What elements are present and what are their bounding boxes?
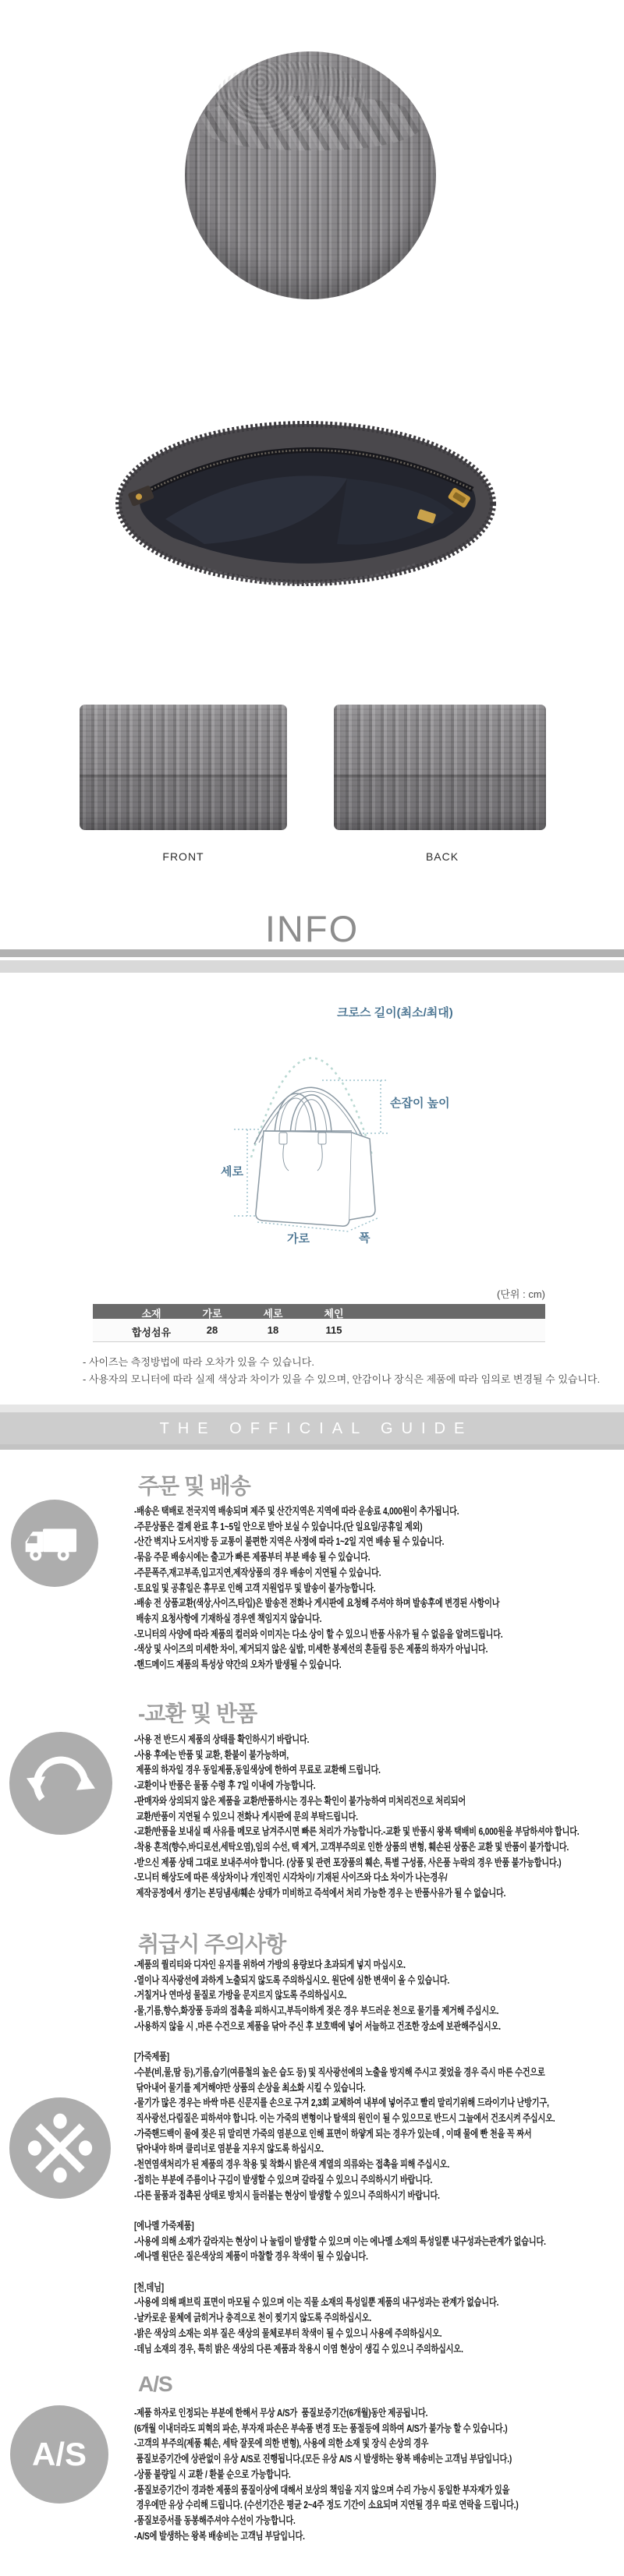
text-line: 품질보증기간에 상관없이 유상 A/S로 진행됩니다.(모든 유상 A/S 시 발생하는 왕복 배송비는 고객님 부담입니다.) [134,2453,512,2465]
section-heading-shipping: 주문 및 배송 [138,1474,250,1498]
size-val-height: 18 [267,1324,279,1336]
front-photo-label: FRONT [162,850,204,863]
text-line: -산간 벽지나 도서지방 등 교통이 불편한 지역은 사정에 따라 1~2일 지연 배송 될 수 있습니다. [134,1535,445,1548]
section-heading-exchange: -교환 및 반품 [138,1701,257,1726]
text-line: -교환/반품을 보내실 때 사유를 메모로 남겨주시면 빠른 처리가 가능합니다.-교환 및 반품시 왕복 택배비 6,000원을 부담하셔야 합니다. [134,1825,580,1838]
text-line [134,2034,555,2050]
text-line: -토요일 및 공휴일은 휴무로 인해 고객 지원업무 및 발송이 불가능합니다. [134,1581,376,1594]
text-line: -열이나 직사광선에 과하게 노출되지 않도록 주의하십시오. 원단에 심한 변색이 올 수 있습니다. [134,1974,450,1986]
banner-bottom-strip [0,1444,624,1450]
text-line: -주문폭주,재고부족,입고지연,제작상품의 경우 배송이 지연될 수 있습니다. [134,1566,381,1578]
text-line: -모니터의 사양에 따라 제품의 컬러와 이미지는 다소 상이 할 수 있으니 반품 사유가 될 수 없음을 알려드립니다. [134,1627,503,1640]
info-section-title: INFO [264,908,360,949]
section-heading-care: 취급시 주의사항 [138,1932,286,1956]
text-line: -사용 후에는 반품 및 교환, 환불이 불가능하며, [134,1748,289,1761]
size-col-height: 세로 [263,1308,283,1320]
diagram-label-depth: 폭 [359,1231,370,1245]
size-val-chain: 115 [325,1324,342,1336]
text-line: -천연염색처리가 된 제품의 경우 착용 및 착화시 밝은색 계열의 의류와는 접촉을 피해 주십시오. [134,2158,450,2171]
text-line: -핸드메이드 제품의 특성상 약간의 오차가 발생될 수 있습니다. [134,1659,342,1671]
text-line: -받으신 제품 상태 그대로 보내주셔야 합니다. (상품 및 관련 포장품의 훼손, 특별 구성품, 사은품 누락의 경우 반품 불가능합니다.) [134,1856,562,1868]
text-line: (6개월 이내더라도 피혁의 파손, 부자재 파손은 부속품 변경 또는 품절등에 의하여 A/S가 불가능 할 수 있습니다.) [134,2422,508,2434]
back-photo-label: BACK [425,850,459,863]
text-line: -모니터 해상도에 따른 색상차이나 개인적인 시각차이/ 기재된 사이즈와 다소 차이가 나는경우/ [134,1871,448,1884]
as-icon-circle [10,2405,108,2504]
text-line: -주문상품은 결제 완료 후 1~5일 안으로 받아 보실 수 있습니다.(단 일요일/공휴일 제외) [134,1520,423,1532]
text-line: -배송은 택배로 전국지역 배송되며 제주 및 산간지역은 지역에 따라 운송료 4,000원이 추가됩니다. [134,1505,459,1517]
care-symbol-icon [9,2097,111,2199]
text-line: -상품 불량일 시 교환 / 환불 순으로 가능합니다. [134,2468,291,2480]
refresh-icon [9,1732,112,1835]
text-line: [가죽제품] [134,2051,170,2063]
text-line: 닦아내야 하며 클리너로 염분을 지우지 않도록 하십시오. [134,2143,324,2155]
text-line [134,2203,555,2218]
text-line: 닦아내어 물기를 제거해야만 상품의 손상을 최소화 시킬 수 있습니다. [134,2081,366,2094]
text-line: -물,기름,향수,화장품 등과의 접촉을 피하시고,부득이하게 젖은 경우 부드러운 천으로 물기를 제거해 주십시오. [134,2005,499,2017]
text-line: -고객의 부주의(제품 훼손, 세탁 잘못에 의한 변형), 사용에 의한 소재 및 장식 손상의 경우 [134,2437,429,2450]
text-line: -날카로운 물체에 긁히거나 충격으로 천이 찢기지 않도록 주의하십시오. [134,2312,372,2324]
text-line: -다른 물품과 접촉된 상태로 방치시 들러붙는 현상이 발생할 수 있으니 주의하시기 바랍니다. [134,2189,440,2201]
text-line: 경우에만 유상 수리해 드립니다. (수선기간은 평균 2~4주 정도 기간이 소요되며 지연될 경우 따로 연락을 드립니다.) [134,2499,519,2511]
text-line: 제작공정에서 생기는 본딩냄새/훼손 상태가 미비하고 즉석에서 처리 가능한 경우 는 반품사유가 될 수 없습니다. [134,1887,506,1899]
as-text-block [134,2405,519,2543]
care-text-block [134,1957,555,2356]
front-view-photo [80,705,287,830]
size-unit-note: (단위 : cm) [497,1288,545,1300]
text-line: -물기가 많은 경우는 바싹 마른 신문지를 손으로 구겨 2,3회 교체하여 내부에 넣어주고 빨리 말리기위해 드라이기나 난방기구, [134,2097,549,2109]
bag-interior-photo [109,419,515,600]
section-heading-as: A/S [138,2372,172,2396]
text-line: 직사광선,다림질은 피하셔야 합니다. 이는 가죽의 변형이나 탈색의 원인이 될 수 있으므로 반드시 그늘에서 건조시켜 주십시오. [134,2112,555,2125]
text-line: -사용에 의해 소재가 갈라지는 현상이 나 눌림이 발생할 수 있으며 이는 에나멜 소재의 특성일뿐 내구성과는관계가 없습니다. [134,2235,546,2247]
text-line: -밝은 색상의 소재는 외부 질은 색상의 물체로부터 착색이 될 수 있으니 사용에 주의하십시오. [134,2327,442,2339]
text-line: -에나멜 원단은 질은색상의 제품이 마찰할 경우 착색이 될 수 있습니다. [134,2250,368,2263]
diagram-label-handle-height: 손잡이 높이 [390,1097,450,1110]
text-line: - 사용자의 모니터에 따라 실제 색상과 차이가 있을 수 있으며, 안감이나 장식은 제품에 따라 임의로 변경될 수 있습니다. [83,1373,601,1385]
text-line: -제품의 퀄리티와 디자인 유지를 위하여 가방의 용량보다 초과되게 넣지 마십시오. [134,1959,406,1970]
text-line: -A/S에 발생하는 왕복 배송비는 고객님 부담입니다. [134,2529,305,2542]
text-line: -수분(비,물,땀 등),기름,습기(여름철의 높은 습도 등) 및 직사광선에의 노출을 방지해 주시고 젖었을 경우 즉시 마른 수건으로 [134,2065,545,2078]
diagram-label-width: 가로 [287,1232,310,1246]
text-line: -배송 전 상품교환(색상,사이즈,타입)은 발송전 전화나 게시판에 요청해 주셔야 하며 발송후에 변경된 사항이나 [134,1597,500,1610]
text-line: 배송지 요청사항에 기재하실 경우엔 책임지지 않습니다. [134,1612,322,1624]
text-line: -제품 하자로 인정되는 부분에 한해서 무상 A/S가 품질보증기간(6개월)동안 제공됩니다. [134,2407,428,2419]
divider-bar-dark [0,949,624,957]
as-icon: A/S [31,2436,87,2472]
text-line: -색상 및 사이즈의 미세한 차이, 제거되지 않은 실밥, 미세한 봉제선의 흔들림 등은 제품의 하자가 아닙니다. [134,1643,488,1655]
size-col-chain: 체인 [324,1308,344,1320]
text-line: 제품의 하자일 경우 동일제품,동일색상에 한하여 무료로 교환해 드립니다. [134,1764,381,1776]
size-val-material: 합성섬유 [131,1327,172,1338]
banner-top-strip [0,1405,624,1412]
text-line: 교환/반품이 지연될 수 있으니 전화나 게시판에 문의 부탁드립니다. [134,1810,358,1822]
text-line: -사용 전 반드시 제품의 상태를 확인하시기 바랍니다. [134,1733,310,1745]
text-line [134,2264,555,2280]
shipping-text-block [134,1504,503,1673]
text-line: [천,데님] [134,2281,165,2293]
truck-icon [11,1500,98,1587]
divider-bar-light [0,960,624,973]
text-line: - 사이즈는 측정방법에 따라 오차가 있을 수 있습니다. [83,1356,314,1368]
text-line: -데님 소재의 경우, 특히 밝은 색상의 다른 제품과 착용시 이염 현상이 생길 수 있으니 주의하십시오. [134,2342,463,2355]
diagram-label-height: 세로 [221,1165,243,1178]
bag-outline [254,1087,375,1226]
size-col-material: 소재 [141,1308,161,1320]
knit-detail-photo [185,51,436,299]
text-line: -접히는 부분에 주름이나 구김이 발생할 수 있으며 갈라질 수 있으니 주의하시기 바랍니다. [134,2173,433,2186]
text-line: [에나멜 가죽제품] [134,2219,194,2231]
text-line: -판매자와 상의되지 않은 제품을 교환/반품하시는 경우는 확인이 불가능하여 미처리건으로 처리되어 [134,1794,466,1807]
size-col-width: 가로 [202,1308,222,1320]
back-view-photo [334,705,546,830]
text-line: -사용하지 않을 시 ,마른 수건으로 제품을 닦아 주신 후 보호백에 넣어 서늘하고 건조한 장소에 보관해주십시오. [134,2019,501,2032]
size-table-notes [83,1354,600,1388]
diagram-label-cross-length: 크로스 길이(최소/최대) [337,1006,453,1019]
text-line: -묶음 주문 배송시에는 출고가 빠른 제품부터 부분 배송 될 수 있습니다. [134,1551,370,1564]
official-guide-banner-title: THE OFFICIAL GUIDE [159,1420,473,1437]
text-line: -교환이나 반품은 물품 수령 후 7일 이내에 가능합니다. [134,1779,316,1792]
text-line: -착용 흔적(향수,바디로션,세탁오염),임의 수선, 택 제거, 고객부주의로 인한 상품의 변형, 훼손된 상품은 교환 및 반품이 불가합니다. [134,1840,569,1853]
text-line: -품질보증서를 동봉해주셔야 수선이 가능합니다. [134,2514,296,2526]
size-diagram [117,990,507,1247]
text-line: -사용에 의해 패브릭 표면이 마모될 수 있으며 이는 직물 소재의 특성일뿐 제품의 내구성과는 관계가 없습니다. [134,2296,499,2309]
text-line: -품질보증기간이 경과한 제품의 품질이상에 대해서 보상의 책임을 지지 않으며 수리 가능시 동일한 부자재가 있을 [134,2483,510,2496]
size-val-width: 28 [206,1324,218,1336]
text-line: -거칠거나 연마성 물질로 가방을 문지르지 않도록 주의하십시오. [134,1989,347,2002]
care-icon-circle [9,2097,111,2199]
shipping-icon-circle [11,1500,98,1587]
exchange-icon-circle [9,1732,112,1835]
text-line: -가죽핸드백이 물에 젖은 뒤 말리면 가죽의 염분으로 인해 표면이 하얗게 되는 경우가 있는데 , 이때 물에 빤 천을 꼭 짜서 [134,2127,532,2140]
exchange-text-block [134,1732,580,1901]
